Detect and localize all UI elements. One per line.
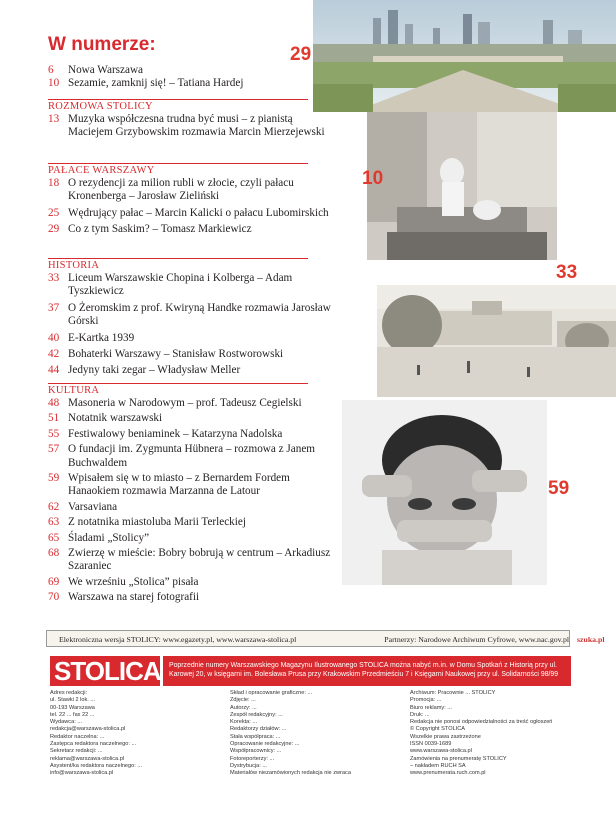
photo-interior [367, 112, 557, 260]
toc-section [48, 113, 333, 140]
photo-portrait-hands [342, 400, 547, 585]
toc-entry[interactable]: 18 O rezydencji za milion rubli w złocie, czyli pałacu Kronenberga – Jarosław Zieliński [48, 177, 294, 203]
toc-entry[interactable]: 42 Bohaterki Warszawy – Stanisław Rostworowski [48, 348, 284, 361]
toc-entry[interactable]: 59 Wpisałem się w to miasto – z Bernardem Fordem Hanaokiem rozmawia Marzanna de Latour [48, 472, 290, 498]
toc-entry[interactable]: 63 Z notatnika miastoluba Marii Terleckiej [48, 516, 246, 529]
page-title: W numerze: [48, 34, 156, 55]
toc-entry[interactable]: 62 Varsaviana [48, 500, 118, 513]
toc-entry[interactable]: 29 Co z tym Saskim? – Tomasz Markiewicz [48, 223, 252, 236]
page-number-label: 59 [548, 478, 570, 499]
toc-entry[interactable]: 70 Warszawa na starej fotografii [48, 591, 200, 604]
page-number-label: 10 [362, 168, 384, 189]
electronic-links-bar [46, 630, 605, 647]
toc-entry[interactable]: 51 Notatnik warszawski [48, 412, 163, 425]
toc-entry[interactable]: 13 Muzyka współczesna trudna być musi – z pianistą Maciejem Grzybowskim rozmawia Marcin Mierzejewski [48, 113, 325, 139]
toc-intro [48, 64, 333, 91]
skyline-illustration [313, 0, 616, 112]
photo-engraving [377, 285, 616, 397]
section-heading: KULTURA [48, 383, 308, 397]
section-heading: PAŁACE WARSZAWY [48, 163, 308, 177]
toc-section [48, 397, 333, 605]
stolica-logo: STOLICA [50, 656, 160, 686]
engraving-illustration [377, 285, 616, 397]
footer-column-info: Archiwum: Pracownie ... STOLICY Promocja: ... Biuro reklamy: ... Druk: ... Redakcja nie ponosi odpowiedzialności za treść ogłoszeń © Copyright STOLICA Wszelkie prawa zastrzeżone ISSN 0039-1689 www.warszawa-stolica.pl Zamówienia na prenumeratę STOLICY – nakładem RUCH SA www.prenumerata.ruch.com.pl [410, 690, 553, 777]
section-heading: HISTORIA [48, 258, 308, 272]
toc-entry[interactable]: 37 O Żeromskim z prof. Kwiryną Handke rozmawia Jarosław Górski [48, 301, 331, 328]
toc-entry[interactable]: 40 E-Kartka 1939 [48, 331, 135, 344]
page-number-label: 29 [290, 44, 312, 65]
toc-entry[interactable]: 57 O fundacji im. Zygmunta Hübnera – rozmowa z Janem Buchwaldem [48, 443, 315, 469]
toc-entry[interactable]: 65 Śladami „Stolicy” [48, 531, 150, 544]
page-number-label: 33 [556, 262, 578, 283]
interior-illustration [367, 112, 557, 260]
toc-entry[interactable]: 33 Liceum Warszawskie Chopina i Kolberga – Adam Tyszkiewicz [48, 272, 293, 298]
partner-logo: szuka.pl [576, 635, 605, 644]
toc-entry[interactable]: 48 Masoneria w Narodowym – prof. Tadeusz Cegielski [48, 397, 302, 409]
photo-saski-square [313, 0, 616, 112]
toc-entry[interactable]: 69 We wrześniu „Stolica” pisała [48, 575, 199, 588]
toc-entry[interactable]: 10 Sezamie, zamknij się! – Tatiana Hardej [48, 77, 244, 90]
footer-column-team: Skład i opracowanie graficzne: ... Zdjęcie: ... Autorzy: ... Zespół redakcyjny: ... Korekta: ... Redaktorzy działów: ... Stała współpraca: ... Opracowanie redakcyjne: ... Współpracownicy: ... Fotoreporterzy: ... Dystrybucja: ... Materiałów niezamówionych redakcja nie zwraca [230, 690, 351, 777]
footer-column-editorial: Adres redakcji: ul. Stawki 2 lok. ... 00-193 Warszawa tel. 22 ... fax 22 ... Wydawca: ... redakcja@warszawa-stolica.pl Redaktor naczelna: ... Zastępca redaktora naczelnego: ... Sekretarz redakcji: ... reklama@warszawa-stolica.pl Asystent/ka redaktora naczelnego: ... info@warszawa-stolica.pl [50, 690, 143, 777]
back-issues-info: Poprzednie numery Warszawskiego Magazynu Ilustrowanego STOLICA można nabyć m.in. w Domu Spotkań z Historią przy ul. Karowej 20, w księgarni im. Bolesława Prusa przy Krakowskim Przedmieściu 7 i Księgarni Naukowej przy ul. Solidarności 98/99 [163, 656, 571, 686]
toc-entry[interactable]: 44 Jedyny taki zegar – Władysław Meller [48, 364, 241, 377]
toc-entry[interactable]: 55 Festiwalowy beniaminek – Katarzyna Nadolska [48, 427, 283, 440]
toc-section [48, 272, 333, 378]
partners-link[interactable]: Partnerzy: Narodowe Archiwum Cyfrowe, www.nac.gov.pl [384, 635, 570, 644]
toc-entry[interactable]: 25 Wędrujący pałac – Marcin Kalicki o pałacu Lubomirskich [48, 206, 329, 219]
section-heading: ROZMOWA STOLICY [48, 99, 308, 113]
electronic-version-link[interactable]: Elektroniczna wersja STOLICY: www.egazety.pl, www.warszawa-stolica.pl [59, 635, 297, 644]
toc-section [48, 177, 333, 237]
portrait-illustration [342, 400, 547, 585]
toc-entry[interactable]: 6 Nowa Warszawa [48, 64, 143, 76]
toc-entry[interactable]: 68 Zwierzę w mieście: Bobry bobrują w centrum – Arkadiusz Szaraniec [48, 547, 331, 573]
